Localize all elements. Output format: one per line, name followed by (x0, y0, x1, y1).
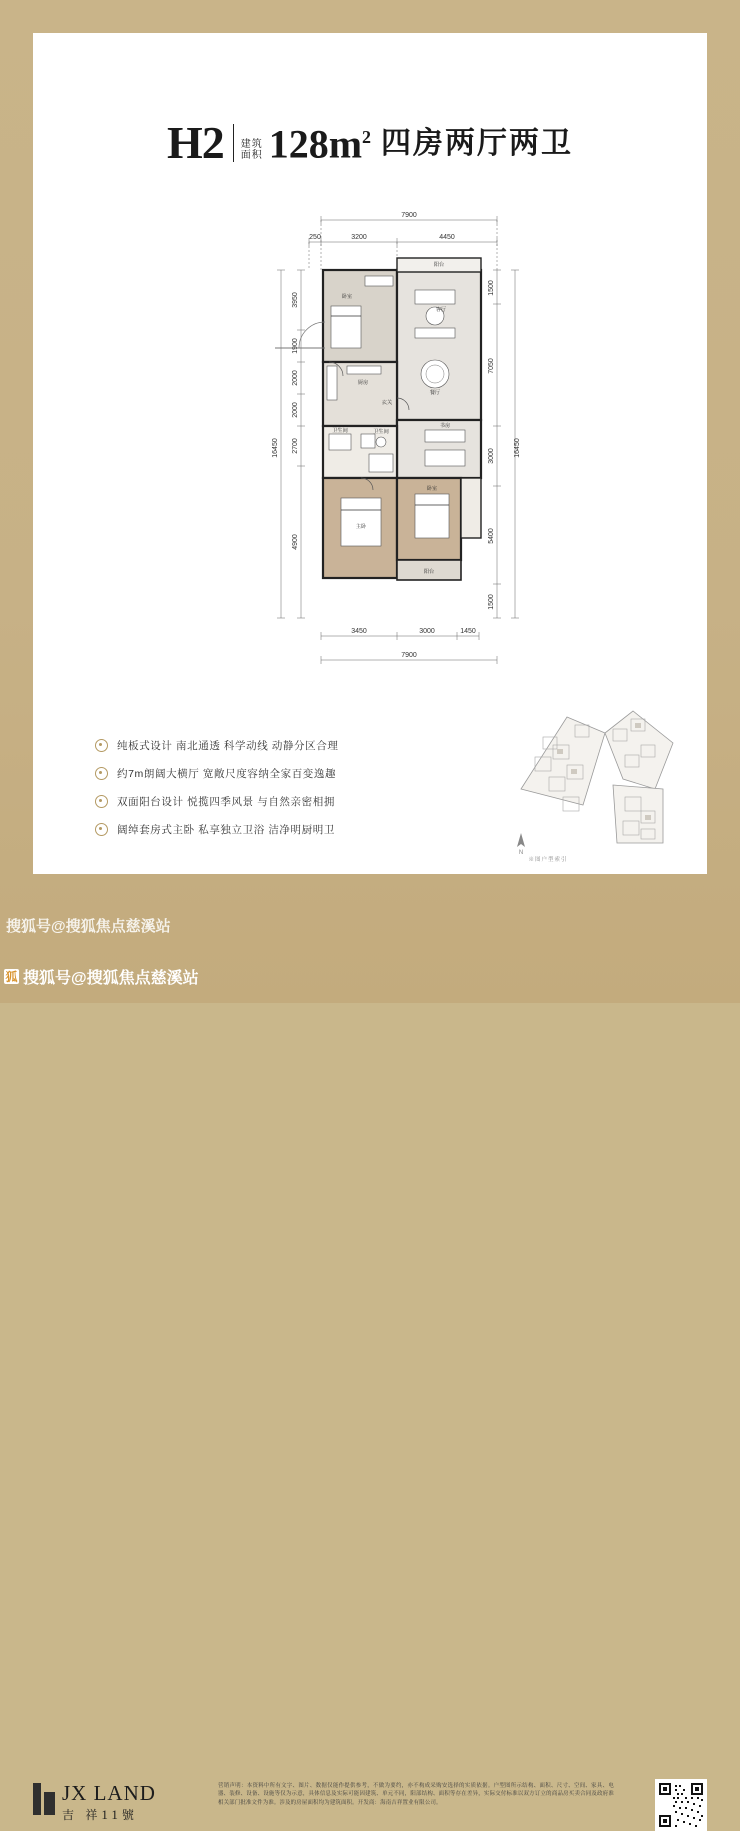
sohu-badge-icon: 狐 (5, 970, 18, 984)
qr-code (655, 1779, 707, 1831)
area-badge (241, 139, 263, 161)
site-key-plan (513, 693, 693, 873)
svg-text:3000: 3000 (488, 448, 495, 464)
unit-layout: 四房两厅两卫 (381, 127, 574, 161)
logo-cn-part1: 吉 祥 (62, 1808, 102, 1822)
unit-area (269, 115, 371, 166)
svg-text:客厅: 客厅 (435, 307, 447, 313)
area-badge-line2: 面积 (240, 150, 263, 162)
svg-text:3950: 3950 (292, 292, 299, 308)
svg-text:3200: 3200 (351, 234, 367, 241)
title-divider (233, 124, 234, 162)
svg-text:书房: 书房 (439, 423, 451, 429)
feature-list (95, 738, 425, 850)
svg-text:1450: 1450 (460, 628, 476, 635)
svg-text:4450: 4450 (439, 234, 455, 241)
watermark-bottom-text: 搜狐号@搜狐焦点慈溪站 (23, 970, 199, 987)
svg-text:1500: 1500 (488, 594, 495, 610)
svg-text:1900: 1900 (292, 338, 299, 354)
svg-text:卧室: 卧室 (341, 294, 353, 300)
feature-text: 阔绰套房式主卧 私享独立卫浴 洁净明厨明卫 (117, 824, 335, 836)
floorplan-sheet (33, 33, 707, 874)
bullet-icon (95, 767, 108, 780)
bullet-icon (95, 739, 108, 752)
logo-cn-text (62, 1806, 138, 1823)
bullet-icon (95, 823, 108, 836)
svg-text:4900: 4900 (292, 534, 299, 550)
watermark-top: 搜狐号@搜狐焦点慈溪站 (6, 918, 171, 935)
svg-text:2000: 2000 (292, 370, 299, 386)
svg-text:3000: 3000 (419, 628, 435, 635)
svg-text:3450: 3450 (351, 628, 367, 635)
svg-text:阳台: 阳台 (423, 569, 435, 575)
list-item (95, 822, 425, 837)
svg-text:1500: 1500 (488, 280, 495, 296)
svg-text:餐厅: 餐厅 (429, 390, 441, 396)
svg-text:玄关: 玄关 (381, 400, 393, 406)
feature-text: 双面阳台设计 悦揽四季风景 与自然亲密相拥 (117, 796, 335, 808)
feature-text: 纯板式设计 南北通透 科学动线 动静分区合理 (117, 740, 339, 752)
svg-text:2700: 2700 (292, 438, 299, 454)
svg-text:主卧: 主卧 (355, 524, 367, 530)
svg-text:厨房: 厨房 (357, 380, 369, 386)
unit-area-value: 128m (268, 121, 363, 167)
unit-area-sup: 2 (362, 127, 372, 147)
svg-text:5400: 5400 (488, 528, 495, 544)
svg-text:N: N (518, 850, 524, 855)
svg-text:7050: 7050 (488, 358, 495, 374)
area-badge-line1: 建筑 (240, 139, 263, 151)
list-item (95, 766, 425, 781)
svg-text:16450: 16450 (514, 438, 521, 458)
floor-plan-drawing (229, 198, 549, 678)
svg-text:7900: 7900 (401, 652, 417, 659)
disclaimer-text: 营销声明：本资料中所有文字、图片、数据仅能作提供参考，不做为要约，亦不构成采购安选择的实质依据。户型图所示结构、面积、尺寸、空间、家具、电器、装修、设备、设施等仅为示意，具体信息及实际可能因建筑、单元不同，阳部结构、面积等存在差异，实际交付标准以双方订立的商品房买卖合同及政府准相关部门批准文件为准。涉及的房屋面积均为建筑面积。开发商：海南吉祥置业有限公司。 (218, 1783, 614, 1806)
list-item (95, 738, 425, 753)
feature-text: 约7m朗阔大横厅 宽敞尺度容纳全家百变逸趣 (117, 768, 337, 780)
svg-text:阳台: 阳台 (433, 262, 445, 268)
unit-code: H2 (166, 117, 224, 169)
key-plan-caption: ※图户型索引 (528, 857, 568, 863)
svg-text:卫生间: 卫生间 (373, 429, 389, 435)
compass-icon (513, 833, 529, 857)
logo-mark-icon (33, 1783, 55, 1815)
svg-text:2000: 2000 (292, 402, 299, 418)
svg-text:7900: 7900 (401, 212, 417, 219)
logo-cn-num: 11 (101, 1807, 122, 1822)
svg-text:卫生间: 卫生间 (332, 428, 348, 434)
page-title (33, 115, 707, 169)
list-item (95, 794, 425, 809)
bullet-icon (95, 795, 108, 808)
svg-text:250: 250 (309, 234, 321, 241)
svg-text:16450: 16450 (272, 438, 279, 458)
watermark-bottom (4, 965, 199, 988)
logo-cn-part2: 號 (121, 1808, 138, 1822)
svg-text:卧室: 卧室 (426, 486, 438, 492)
logo-en-text: JX LAND (62, 1781, 156, 1805)
